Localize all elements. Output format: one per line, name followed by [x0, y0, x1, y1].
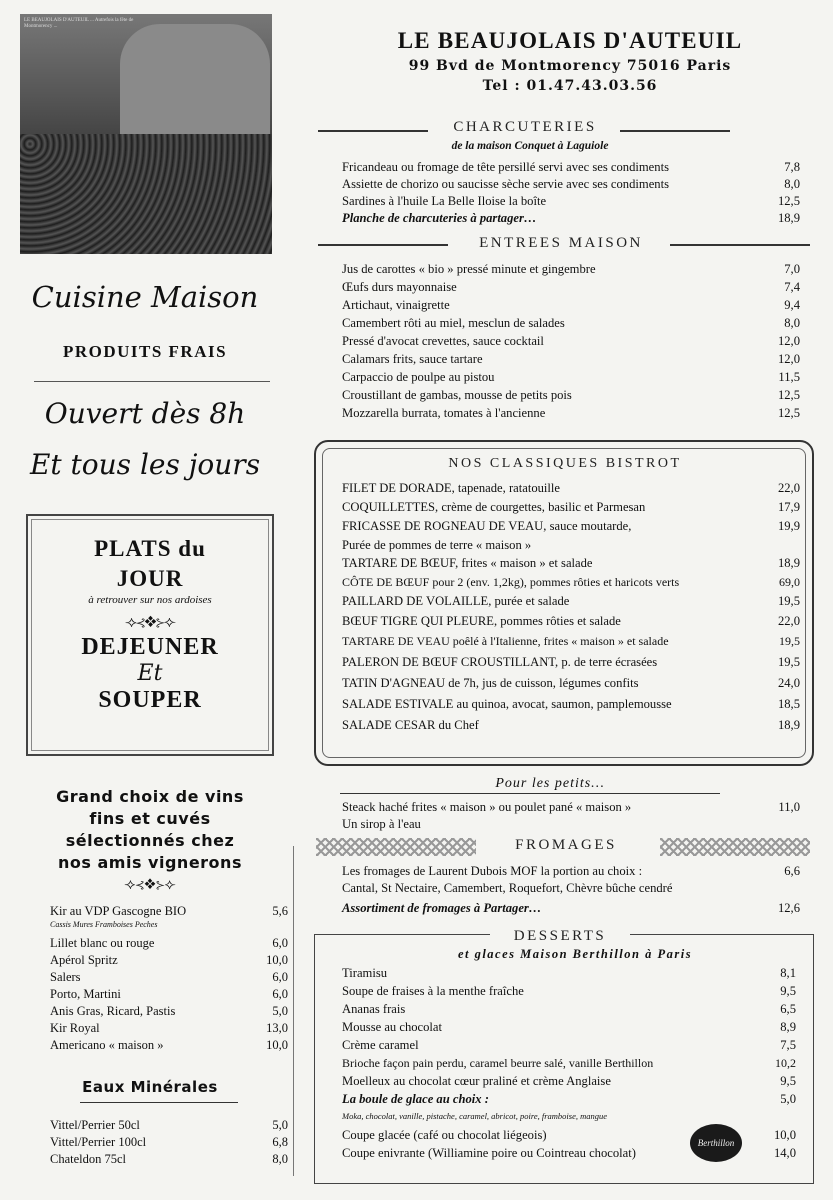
item-price: 10,2	[775, 1056, 796, 1070]
list-item	[50, 970, 288, 985]
menu-item	[342, 556, 800, 571]
drink-price: 10,0	[266, 953, 288, 967]
list-item	[50, 1118, 288, 1133]
menu-item	[342, 211, 800, 226]
wine-heading-line: fins et cuvés	[89, 809, 211, 828]
menu-item	[342, 575, 800, 590]
item-name: COQUILLETTES, crème de courgettes, basilic et Parmesan	[342, 500, 646, 514]
list-item	[50, 1135, 288, 1150]
item-name: Assiette de chorizo ou saucisse sèche servie avec ses condiments	[342, 177, 669, 191]
building-shape	[120, 24, 270, 134]
item-price: 19,5	[779, 634, 800, 648]
section-rule	[620, 130, 730, 132]
ornament-icon: ⟢⊰❖⊱⟣	[124, 614, 175, 631]
menu-item	[342, 718, 800, 733]
item-price: 9,4	[784, 298, 800, 312]
drink-name: Kir Royal	[50, 1021, 100, 1035]
fromages-heading: FROMAGES	[515, 837, 617, 853]
item-price: 18,9	[777, 718, 800, 732]
section-rule	[670, 244, 810, 246]
item-name: La boule de glace au choix :	[342, 1092, 489, 1106]
menu-item	[342, 519, 800, 534]
crowd-shape	[20, 134, 272, 254]
item-name: Un sirop à l'eau	[342, 817, 421, 831]
menu-item	[342, 697, 800, 712]
item-price: 12,5	[777, 406, 800, 420]
item-name: SALADE CESAR du Chef	[342, 718, 479, 732]
wine-heading-line: sélectionnés chez	[65, 831, 235, 850]
item-name: PAILLARD DE VOLAILLE, purée et salade	[342, 594, 570, 608]
section-rule	[318, 130, 428, 132]
list-item	[50, 936, 288, 951]
opening-hours-text: Ouvert dès 8h	[44, 397, 246, 430]
restaurant-title: LE BEAUJOLAIS D'AUTEUIL	[397, 28, 743, 53]
water-price: 6,8	[272, 1135, 288, 1149]
item-price: 12,5	[777, 194, 800, 208]
ice-cream-flavours: Moka, chocolat, vanille, pistache, caramel, abricot, poire, framboise, mangue	[342, 1111, 608, 1121]
eaux-underline	[80, 1102, 238, 1103]
item-price: 17,9	[777, 500, 800, 514]
list-item	[50, 1021, 288, 1036]
item-price: 22,0	[777, 614, 800, 628]
menu-item	[342, 1038, 796, 1053]
water-name: Vittel/Perrier 100cl	[50, 1135, 147, 1149]
menu-item	[342, 634, 800, 649]
item-price	[768, 817, 800, 832]
menu-item	[342, 881, 800, 896]
restaurant-phone: Tel : 01.47.43.03.56	[482, 78, 658, 94]
item-name: Coupe enivrante (Williamine poire ou Cointreau chocolat)	[342, 1146, 636, 1160]
item-name: Artichaut, vinaigrette	[342, 298, 450, 312]
item-name: Assortiment de fromages à Partager…	[342, 901, 542, 915]
menu-item	[342, 1056, 796, 1071]
menu-item	[342, 800, 800, 815]
ornament-icon: ⟢⊰❖⊱⟣	[124, 877, 176, 893]
list-item	[50, 953, 288, 968]
wine-heading-line: Grand choix de vins	[56, 787, 244, 806]
list-item	[50, 1152, 288, 1167]
item-price: 5,0	[780, 1092, 796, 1106]
photo-caption: LE BEAUJOLAIS D'AUTEUIL ... Autrefois la fête de Montmorency ...	[24, 18, 134, 29]
plats-title-line1: PLATS du	[94, 536, 206, 561]
berthillon-logo: Berthillon	[690, 1124, 742, 1162]
item-price: 14,0	[773, 1146, 796, 1160]
souper-label: SOUPER	[98, 687, 202, 713]
item-price: 12,5	[777, 388, 800, 402]
wave-ornament-icon	[316, 838, 476, 856]
item-name: Fricandeau ou fromage de tête persillé servi avec ses condiments	[342, 160, 669, 174]
menu-item	[342, 864, 800, 879]
item-price: 11,5	[778, 370, 800, 384]
menu-item	[342, 538, 800, 553]
item-price: 11,0	[778, 800, 800, 814]
desserts-heading: DESSERTS	[490, 928, 630, 945]
item-price: 18,5	[777, 697, 800, 711]
list-item	[50, 987, 288, 1002]
drink-name: Apérol Spritz	[50, 953, 118, 967]
item-price: 8,0	[784, 316, 800, 330]
menu-item	[342, 406, 800, 421]
item-price: 6,6	[784, 864, 800, 878]
item-price: 19,9	[777, 519, 800, 533]
item-name: CÔTE DE BŒUF pour 2 (env. 1,2kg), pommes rôties et haricots verts	[342, 575, 680, 589]
left-divider	[34, 381, 270, 382]
charcuteries-subtitle: de la maison Conquet à Laguiole	[451, 140, 609, 152]
item-price: 10,0	[773, 1128, 796, 1142]
item-name: Purée de pommes de terre « maison »	[342, 538, 532, 552]
item-name: TARTARE DE VEAU poêlé à l'Italienne, frites « maison » et salade	[342, 634, 669, 648]
eaux-heading: Eaux Minérales	[82, 1078, 218, 1096]
item-price: 9,5	[780, 984, 796, 998]
item-name: TARTARE DE BŒUF, frites « maison » et salade	[342, 556, 593, 570]
dejeuner-label: DEJEUNER	[81, 634, 219, 660]
plats-title-line2: JOUR	[116, 566, 184, 591]
item-price: 9,5	[780, 1074, 796, 1088]
menu-item	[342, 388, 800, 403]
item-name: Crème caramel	[342, 1038, 419, 1052]
water-name: Chateldon 75cl	[50, 1152, 127, 1166]
menu-item	[342, 655, 800, 670]
water-name: Vittel/Perrier 50cl	[50, 1118, 140, 1132]
menu-item	[342, 901, 800, 916]
item-name: Soupe de fraises à la menthe fraîche	[342, 984, 524, 998]
item-price: 19,5	[777, 655, 800, 669]
item-price: 7,4	[784, 280, 800, 294]
menu-item	[342, 500, 800, 515]
item-name: Sardines à l'huile La Belle Iloise la boîte	[342, 194, 547, 208]
item-price: 24,0	[777, 676, 800, 690]
drink-price: 5,0	[272, 1004, 288, 1018]
menu-item	[342, 334, 800, 349]
drink-name: Anis Gras, Ricard, Pastis	[50, 1004, 176, 1018]
drink-name: Salers	[50, 970, 81, 984]
item-price: 18,9	[777, 556, 800, 570]
drink-name: Kir au VDP Gascogne BIO	[50, 904, 187, 918]
item-price: 8,9	[780, 1020, 796, 1034]
list-item	[50, 1004, 288, 1019]
drink-price: 6,0	[272, 970, 288, 984]
plats-du-jour-box	[26, 514, 274, 756]
item-name: Œufs durs mayonnaise	[342, 280, 457, 294]
menu-item	[342, 352, 800, 367]
item-price: 22,0	[777, 481, 800, 495]
item-price	[768, 881, 800, 896]
menu-item	[342, 817, 800, 832]
restaurant-address: 99 Bvd de Montmorency 75016 Paris	[408, 58, 732, 74]
classiques-heading: NOS CLASSIQUES BISTROT	[448, 456, 682, 471]
desserts-subtitle: et glaces Maison Berthillon à Paris	[457, 947, 693, 961]
item-price: 7,0	[784, 262, 800, 276]
item-name: Mozzarella burrata, tomates à l'ancienne	[342, 406, 546, 420]
drink-name: Americano « maison »	[50, 1038, 164, 1052]
drink-price: 6,0	[272, 987, 288, 1001]
drink-price: 6,0	[272, 936, 288, 950]
vintage-street-photo	[20, 14, 272, 254]
water-price: 8,0	[272, 1152, 288, 1166]
produits-frais-label: PRODUITS FRAIS	[62, 342, 228, 361]
menu-item	[342, 160, 800, 175]
drink-price: 13,0	[266, 1021, 288, 1035]
menu-item	[342, 370, 800, 385]
menu-item	[342, 316, 800, 331]
drink-price: 10,0	[266, 1038, 288, 1052]
item-name: Planche de charcuteries à partager…	[342, 211, 537, 225]
charcuteries-heading: CHARCUTERIES	[453, 119, 597, 135]
item-name: Carpaccio de poulpe au pistou	[342, 370, 495, 384]
item-name: Croustillant de gambas, mousse de petits pois	[342, 388, 572, 402]
list-item	[50, 904, 288, 919]
item-price: 69,0	[779, 575, 800, 589]
drink-name: Porto, Martini	[50, 987, 121, 1001]
menu-item	[342, 280, 800, 295]
item-name: Brioche façon pain perdu, caramel beurre salé, vanille Berthillon	[342, 1056, 654, 1070]
drink-price: 5,6	[272, 904, 288, 918]
cuisine-maison-heading: Cuisine Maison	[31, 280, 259, 314]
item-name: PALERON DE BŒUF CROUSTILLANT, p. de terre écrasées	[342, 655, 658, 669]
kir-flavours-note: Cassis Mures Framboises Peches	[50, 920, 158, 929]
item-name: BŒUF TIGRE QUI PLEURE, pommes rôties et salade	[342, 614, 621, 628]
menu-item	[342, 1074, 796, 1089]
item-name: FRICASSE DE ROGNEAU DE VEAU, sauce moutarde,	[342, 519, 632, 533]
item-price: 12,0	[777, 334, 800, 348]
item-name: Cantal, St Nectaire, Camembert, Roquefort, Chèvre bûche cendré	[342, 881, 673, 895]
item-price: 19,5	[777, 594, 800, 608]
item-price: 8,1	[780, 966, 796, 980]
entrees-heading: ENTREES MAISON	[479, 235, 643, 251]
item-price: 7,5	[780, 1038, 796, 1052]
item-price: 7,8	[784, 160, 800, 174]
item-price: 18,9	[777, 211, 800, 225]
wave-ornament-icon	[660, 838, 810, 856]
item-name: Steack haché frites « maison » ou poulet pané « maison »	[342, 800, 632, 814]
petits-heading: Pour les petits…	[495, 776, 605, 791]
item-price: 6,5	[780, 1002, 796, 1016]
item-name: SALADE ESTIVALE au quinoa, avocat, saumon, pamplemousse	[342, 697, 672, 711]
menu-item	[342, 966, 796, 981]
list-item	[50, 1038, 288, 1053]
wine-heading-line: nos amis vignerons	[58, 853, 242, 872]
item-name: Ananas frais	[342, 1002, 406, 1016]
menu-item	[342, 194, 800, 209]
item-name: Camembert rôti au miel, mesclun de salades	[342, 316, 565, 330]
item-name: Les fromages de Laurent Dubois MOF la portion au choix :	[342, 864, 643, 878]
menu-item	[342, 177, 800, 192]
menu-item	[342, 298, 800, 313]
item-name: Jus de carottes « bio » pressé minute et gingembre	[342, 262, 596, 276]
item-name: FILET DE DORADE, tapenade, ratatouille	[342, 481, 560, 495]
item-price: 12,6	[777, 901, 800, 915]
section-rule	[318, 244, 448, 246]
menu-item	[342, 1020, 796, 1035]
item-name: Calamars frits, sauce tartare	[342, 352, 483, 366]
item-name: Mousse au chocolat	[342, 1020, 443, 1034]
menu-item	[342, 594, 800, 609]
menu-item	[342, 984, 796, 999]
menu-item	[342, 481, 800, 496]
menu-item	[342, 614, 800, 629]
menu-item	[342, 676, 800, 691]
item-price	[768, 538, 800, 553]
et-label: Et	[137, 661, 163, 686]
menu-item	[342, 262, 800, 277]
menu-item	[342, 1092, 796, 1107]
plats-subtitle: à retrouver sur nos ardoises	[88, 594, 212, 606]
item-name: Tiramisu	[342, 966, 388, 980]
section-rule	[340, 793, 720, 794]
menu-item	[342, 1002, 796, 1017]
item-name: Pressé d'avocat crevettes, sauce cocktail	[342, 334, 544, 348]
item-name: Moelleux au chocolat cœur praliné et crème Anglaise	[342, 1074, 611, 1088]
item-price: 8,0	[784, 177, 800, 191]
drink-name: Lillet blanc ou rouge	[50, 936, 155, 950]
water-price: 5,0	[272, 1118, 288, 1132]
item-name: TATIN D'AGNEAU de 7h, jus de cuisson, légumes confits	[342, 676, 639, 690]
item-price: 12,0	[777, 352, 800, 366]
item-name: Coupe glacée (café ou chocolat liégeois)	[342, 1128, 547, 1142]
every-day-text: Et tous les jours	[29, 448, 261, 481]
drinks-list	[20, 846, 294, 1176]
